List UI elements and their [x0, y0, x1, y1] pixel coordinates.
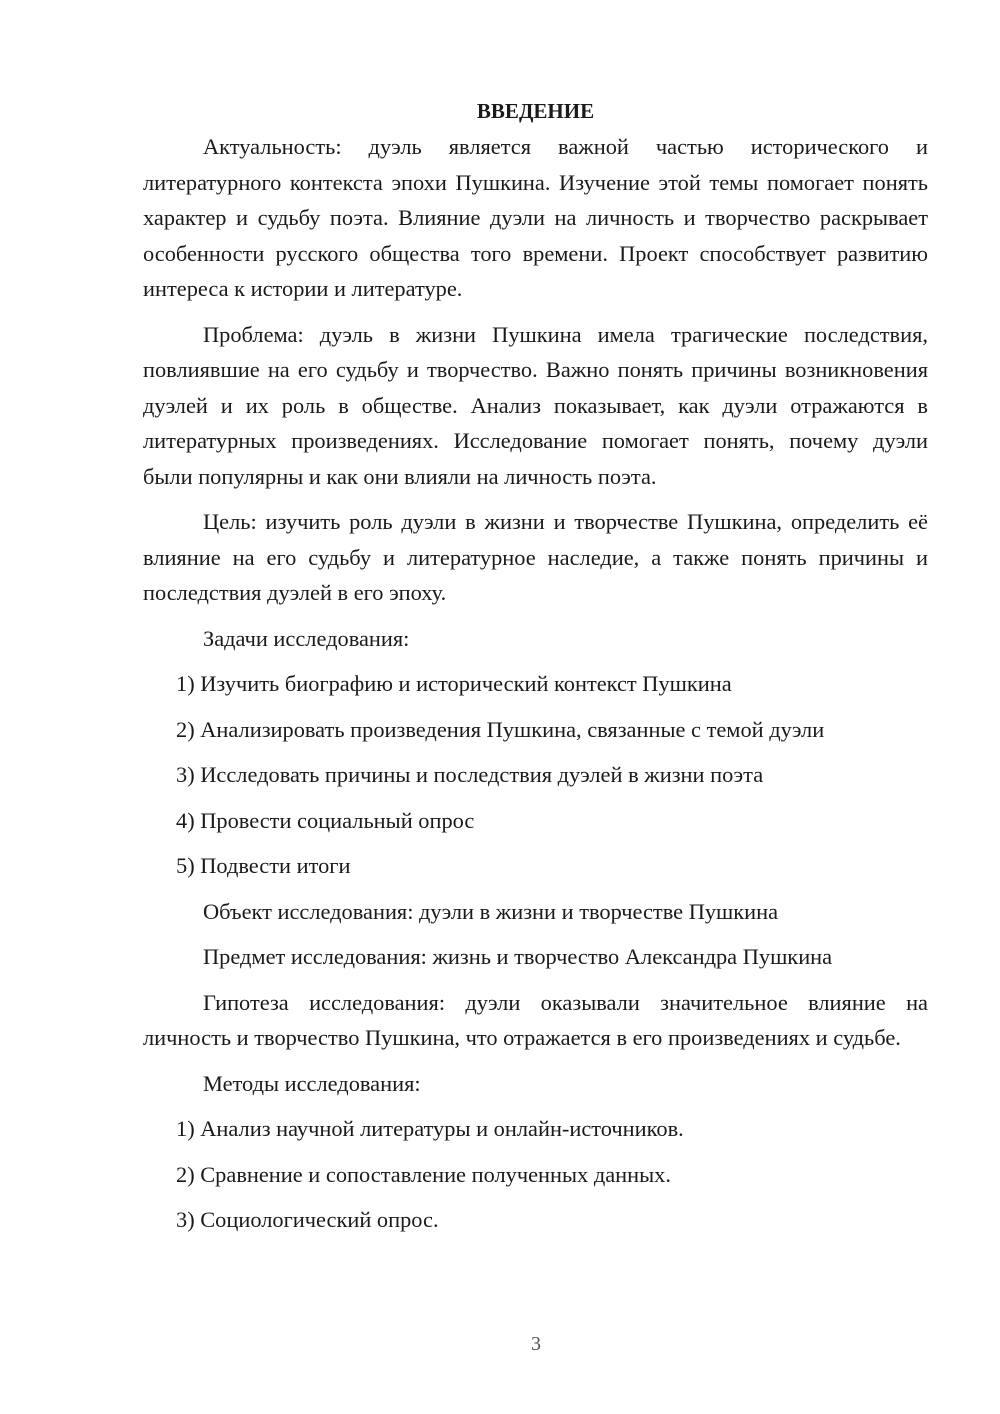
list-item: 1) Анализ научной литературы и онлайн-источников. — [176, 1116, 684, 1141]
list-item: 5) Подвести итоги — [176, 853, 351, 878]
tasks-heading: Задачи исследования: — [203, 625, 410, 651]
tasks-list — [143, 666, 928, 884]
hypothesis-paragraph: Гипотеза исследования: дуэли оказывали значительное влияние на личность и творчество Пушкина, что отражается в его произведениях и судьбе. — [143, 989, 928, 1050]
list-item: 4) Провести социальный опрос — [176, 807, 475, 833]
goal-paragraph: Цель: изучить роль дуэли в жизни и творчестве Пушкина, определить её влияние на его судьбу и литературное наследие, а также понять причины и последствия дуэлей в его эпоху. — [143, 509, 928, 605]
list-item: 2) Анализировать произведения Пушкина, связанные с темой дуэли — [176, 716, 825, 742]
list-item: 3) Социологический опрос. — [176, 1207, 439, 1232]
subject-line: Предмет исследования: жизнь и творчество Александра Пушкина — [203, 944, 833, 969]
list-item: 2) Сравнение и сопоставление полученных данных. — [176, 1161, 671, 1187]
problem-paragraph: Проблема: дуэль в жизни Пушкина имела трагические последствия, повлиявшие на его судьбу и творчество. Важно понять причины возникновения дуэлей и их роль в обществе. Анализ показывает, как дуэли отражаются в литературных произведениях. Исследование помогает понять, почему дуэли были популярны и как они влияли на личность поэта. — [143, 321, 928, 489]
object-line: Объект исследования: дуэли в жизни и творчестве Пушкина — [203, 898, 779, 924]
list-item: 3) Исследовать причины и последствия дуэлей в жизни поэта — [176, 762, 764, 787]
relevance-paragraph: Актуальность: дуэль является важной частью исторического и литературного контекста эпохи Пушкина. Изучение этой темы помогает понять характер и судьбу поэта. Влияние дуэли на личность и творчество раскрывает особенности русского общества того времени. Проект способствует развитию интереса к истории и литературе. — [143, 134, 928, 301]
methods-list — [143, 1111, 928, 1238]
page-content — [143, 94, 928, 1248]
methods-heading: Методы исследования: — [203, 1070, 421, 1096]
section-title: ВВЕДЕНИЕ — [476, 99, 595, 123]
list-item: 1) Изучить биографию и исторический контекст Пушкина — [176, 671, 732, 696]
page-number: 3 — [531, 1333, 541, 1355]
